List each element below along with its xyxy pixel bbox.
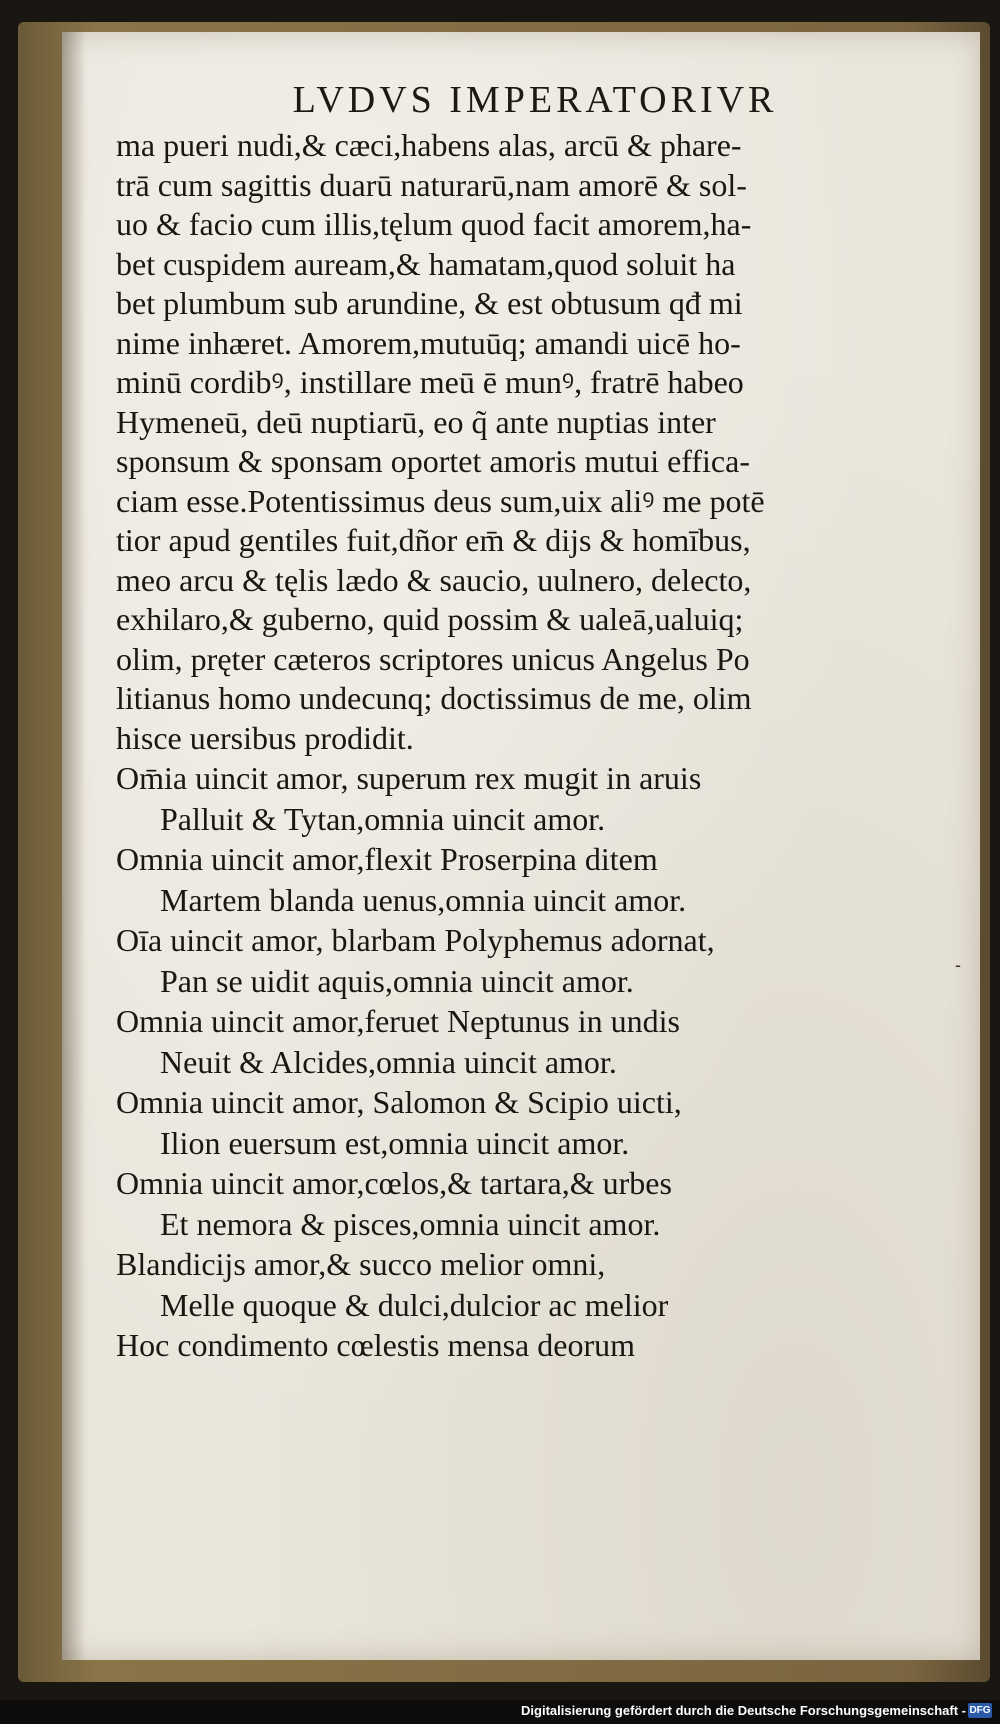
prose-line: olim, pręter cæteros scriptores unicus Angelus Po — [116, 640, 750, 677]
prose-line: minū cordibꝰ, instillare meū ē munꝰ, fratrē habeo — [116, 364, 744, 400]
prose-line: tior apud gentiles fuit,dñor em̄ & dijs & homībus, — [116, 522, 751, 558]
digitization-credit: Digitalisierung gefördert durch die Deutsche Forschungsgemeinschaft - — [521, 1703, 966, 1718]
gutter-shadow — [62, 32, 86, 1660]
verse-line: Omnia uincit amor,feruet Neptunus in undis — [116, 1003, 680, 1039]
prose-line: ciam esse.Potentissimus deus sum,uix aliꝰ me potē — [116, 482, 765, 519]
prose-line: exhilaro,& guberno, quid possim & ualeā,ualuiq; — [116, 601, 744, 637]
dfg-logo: DFG — [969, 1705, 991, 1716]
prose-line: trā cum sagittis duarū naturarū,nam amorē & sol- — [116, 166, 747, 203]
verse-line: Oīa uincit amor, blarbam Polyphemus adornat, — [116, 922, 715, 958]
prose-line: Hymeneū, deū nuptiarū, eo q̃ ante nuptias inter — [116, 403, 716, 440]
verse-section — [116, 758, 916, 1366]
prose-section — [116, 126, 916, 758]
prose-line: ma pueri nudi,& cæci,habens alas, arcū & phare- — [116, 127, 742, 163]
prose-line: uo & facio cum illis,tęlum quod facit amorem,ha- — [116, 206, 752, 242]
verse-line: Omnia uincit amor, Salomon & Scipio uicti, — [116, 1084, 682, 1120]
verse-line-indented: Pan se uidit aquis,omnia uincit amor. — [160, 962, 634, 999]
verse-line: Om̄ia uincit amor, superum rex mugit in aruis — [116, 760, 702, 796]
verse-line: Blandicijs amor,& succo melior omni, — [116, 1246, 606, 1282]
text-block — [116, 126, 916, 1366]
verse-line: Omnia uincit amor,cœlos,& tartara,& urbes — [116, 1165, 672, 1201]
running-head: LVDVS IMPERATORIVR — [292, 79, 778, 121]
margin-dash-mark: - — [955, 955, 961, 975]
prose-line: hisce uersibus prodidit. — [116, 719, 414, 756]
prose-line: meo arcu & tęlis lædo & saucio, uulnero, delecto, — [116, 561, 752, 598]
verse-line-indented: Et nemora & pisces,omnia uincit amor. — [160, 1205, 661, 1242]
verse-line-indented: Neuit & Alcides,omnia uincit amor. — [160, 1043, 617, 1080]
verse-line-indented: Ilion euersum est,omnia uincit amor. — [160, 1124, 630, 1161]
verse-line: Hoc condimento cœlestis mensa deorum — [116, 1327, 635, 1363]
prose-line: litianus homo undecunq; doctissimus de me, olim — [116, 680, 752, 716]
verse-line-indented: Martem blanda uenus,omnia uincit amor. — [160, 881, 687, 918]
prose-line: bet cuspidem auream,& hamatam,quod soluit ha — [116, 245, 736, 282]
verse-line-indented: Melle quoque & dulci,dulcior ac melior — [160, 1286, 669, 1323]
prose-line: sponsum & sponsam oportet amoris mutui effica- — [116, 443, 750, 479]
verse-line-indented: Palluit & Tytan,omnia uincit amor. — [160, 800, 606, 837]
prose-line: nime inhæret. Amorem,mutuūq; amandi uicē ho- — [116, 324, 741, 361]
verse-line: Omnia uincit amor,flexit Proserpina ditem — [116, 841, 658, 877]
prose-line: bet plumbum sub arundine, & est obtusum qđ mi — [116, 285, 743, 321]
